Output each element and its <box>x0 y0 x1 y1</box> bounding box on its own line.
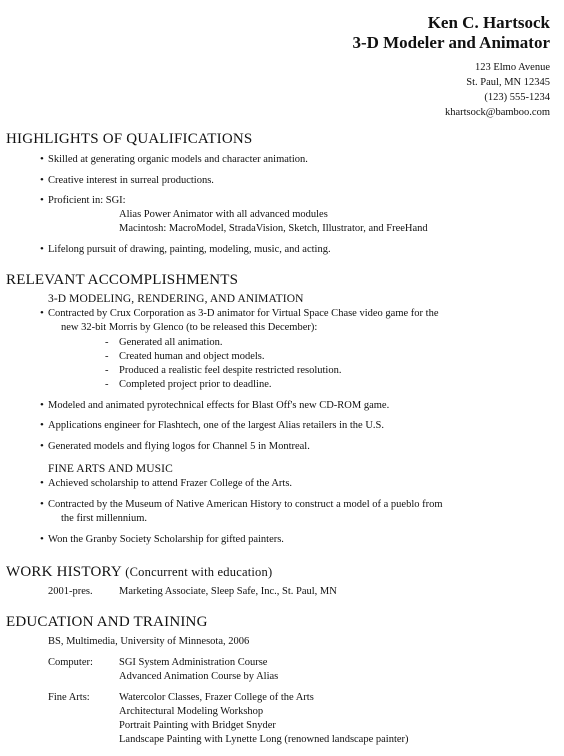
bullet-icon: • <box>40 153 44 165</box>
bullet-icon: • <box>40 498 44 510</box>
email-address: khartsock@bamboo.com <box>444 107 550 118</box>
dash-icon: - <box>105 365 109 376</box>
applicant-name: Ken C. Hartsock <box>427 13 550 32</box>
bullet-icon: • <box>40 243 44 255</box>
fine-arts-course: Portrait Painting with Bridget Snyder <box>119 720 276 731</box>
address-line-2: St. Paul, MN 12345 <box>466 77 550 88</box>
proficient-mac: Macintosh: MacroModel, StradaVision, Sketch, Illustrator, and FreeHand <box>119 223 428 234</box>
highlights-title: HIGHLIGHTS OF QUALIFICATIONS <box>6 131 253 147</box>
bullet-icon: • <box>40 419 44 431</box>
dash-icon: - <box>105 351 109 362</box>
work-date: 2001-pres. <box>48 586 93 597</box>
computer-label: Computer: <box>48 657 93 668</box>
list-item: • Contracted by Crux Corporation as 3-D animator for Virtual Space Chase video game for the <box>40 307 439 319</box>
fine-arts-course: Watercolor Classes, Frazer College of the Arts <box>119 692 314 703</box>
fine-arts-course: Architectural Modeling Workshop <box>119 706 264 717</box>
work-entry: Marketing Associate, Sleep Safe, Inc., St. Paul, MN <box>119 586 337 597</box>
dash-icon: - <box>105 379 109 390</box>
resume-header <box>352 13 550 120</box>
fine2-line-2: the first millennium. <box>61 513 148 524</box>
dash-icon: - <box>105 337 109 348</box>
list-item: - Produced a realistic feel despite restricted resolution. <box>105 365 342 376</box>
fine-arts-course: Landscape Painting with Lynette Long (renowned landscape painter) <box>119 734 409 745</box>
list-item: • Achieved scholarship to attend Frazer College of the Arts. <box>40 477 293 489</box>
computer-course: SGI System Administration Course <box>119 657 268 668</box>
education-title: EDUCATION AND TRAINING <box>6 614 208 630</box>
bullet-icon: • <box>40 307 44 319</box>
phone-number: (123) 555-1234 <box>484 92 550 103</box>
bullet-icon: • <box>40 533 44 545</box>
work-title-paren: (Concurrent with education) <box>125 565 273 579</box>
contact-block <box>352 60 550 120</box>
list-item: - Completed project prior to deadline. <box>105 379 272 390</box>
subhead-modeling: 3-D MODELING, RENDERING, AND ANIMATION <box>48 293 304 305</box>
work-title-text: WORK HISTORY <box>6 564 122 580</box>
list-item: - Created human and object models. <box>105 351 265 362</box>
list-item: • Proficient in: SGI: <box>40 194 126 206</box>
bullet-icon: • <box>40 194 44 206</box>
list-item: • Applications engineer for Flashtech, one of the largest Alias retailers in the U.S. <box>40 419 385 431</box>
list-item: - Generated all animation. <box>105 337 223 348</box>
computer-course: Advanced Animation Course by Alias <box>119 671 279 682</box>
applicant-role: 3-D Modeler and Animator <box>352 33 550 52</box>
list-item: • Won the Granby Society Scholarship for gifted painters. <box>40 533 284 545</box>
list-item: • Lifelong pursuit of drawing, painting, modeling, music, and acting. <box>40 243 331 255</box>
bullet-icon: • <box>40 440 44 452</box>
subhead-fine-arts: FINE ARTS AND MUSIC <box>48 463 173 475</box>
bullet-icon: • <box>40 477 44 489</box>
degree: BS, Multimedia, University of Minnesota, 2006 <box>48 636 250 647</box>
bullet-icon: • <box>40 174 44 186</box>
proficient-sgi: Alias Power Animator with all advanced modules <box>119 209 328 220</box>
address-line-1: 123 Elmo Avenue <box>474 62 550 73</box>
work-history-title <box>6 564 272 581</box>
list-item: • Contracted by the Museum of Native American History to construct a model of a pueblo from <box>40 498 443 510</box>
accomplishments-title: RELEVANT ACCOMPLISHMENTS <box>6 272 239 288</box>
list-item: • Modeled and animated pyrotechnical effects for Blast Off's new CD-ROM game. <box>40 399 390 411</box>
list-item: • Creative interest in surreal productions. <box>40 174 214 186</box>
crux-line-2: new 32-bit Morris by Glenco (to be released this December): <box>61 322 318 333</box>
fine-arts-label: Fine Arts: <box>48 692 90 703</box>
bullet-icon: • <box>40 399 44 411</box>
list-item: • Skilled at generating organic models and character animation. <box>40 153 308 165</box>
list-item: • Generated models and flying logos for Channel 5 in Montreal. <box>40 440 310 452</box>
